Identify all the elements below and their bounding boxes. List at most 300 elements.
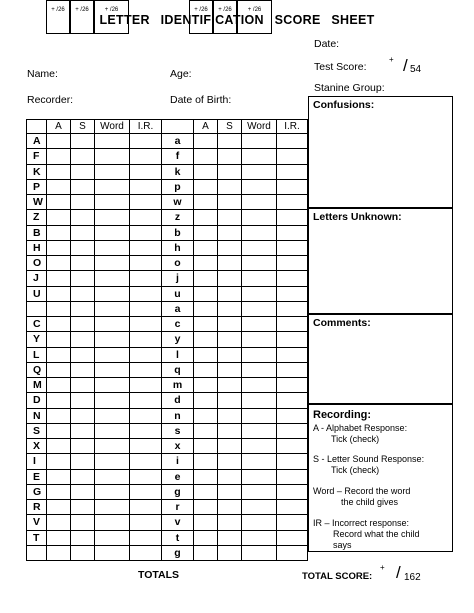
column-header: I.R. — [130, 120, 162, 134]
response-cell[interactable] — [242, 240, 277, 255]
response-cell[interactable] — [47, 317, 71, 332]
response-cell[interactable] — [71, 515, 95, 530]
response-cell[interactable] — [95, 179, 130, 194]
response-cell[interactable] — [194, 454, 218, 469]
recording-line-s: S - Letter Sound Response: — [313, 454, 425, 464]
recording-line-word: Word – Record the word — [313, 486, 411, 496]
column-header: A — [194, 120, 218, 134]
response-cell[interactable] — [277, 332, 308, 347]
response-cell[interactable] — [218, 301, 242, 316]
lowercase-letter: t — [162, 530, 194, 545]
response-cell[interactable] — [242, 256, 277, 271]
response-cell[interactable] — [218, 240, 242, 255]
response-cell[interactable] — [242, 317, 277, 332]
response-cell[interactable] — [95, 545, 130, 560]
total-cell-s-lower[interactable]: + /26 — [213, 0, 237, 34]
response-cell[interactable] — [130, 134, 162, 149]
response-cell[interactable] — [130, 271, 162, 286]
response-cell[interactable] — [218, 484, 242, 499]
lowercase-letter: m — [162, 378, 194, 393]
response-cell[interactable] — [130, 301, 162, 316]
response-cell[interactable] — [218, 530, 242, 545]
uppercase-letter: Z — [27, 210, 47, 225]
response-cell[interactable] — [71, 454, 95, 469]
response-cell[interactable] — [194, 149, 218, 164]
uppercase-letter: W — [27, 195, 47, 210]
response-cell[interactable] — [242, 134, 277, 149]
response-cell[interactable] — [218, 271, 242, 286]
response-cell[interactable] — [71, 317, 95, 332]
response-cell[interactable] — [218, 210, 242, 225]
total-score-plus: + — [380, 563, 385, 572]
response-cell[interactable] — [130, 347, 162, 362]
response-cell[interactable] — [47, 500, 71, 515]
response-cell[interactable] — [194, 484, 218, 499]
response-cell[interactable] — [95, 256, 130, 271]
response-cell[interactable] — [130, 454, 162, 469]
table-row — [27, 423, 308, 438]
response-cell[interactable] — [277, 484, 308, 499]
lowercase-letter: h — [162, 240, 194, 255]
response-cell[interactable] — [218, 347, 242, 362]
table-row — [27, 301, 308, 316]
response-cell[interactable] — [277, 240, 308, 255]
response-cell[interactable] — [242, 515, 277, 530]
table-row — [27, 545, 308, 560]
response-cell[interactable] — [242, 164, 277, 179]
lowercase-letter: p — [162, 179, 194, 194]
table-row — [27, 408, 308, 423]
total-cell-s-upper[interactable]: + /26 — [70, 0, 94, 34]
response-cell[interactable] — [277, 301, 308, 316]
recording-line-word-note: the child gives — [341, 497, 399, 507]
response-cell[interactable] — [277, 210, 308, 225]
response-cell[interactable] — [130, 484, 162, 499]
response-cell[interactable] — [242, 225, 277, 240]
response-cell[interactable] — [130, 210, 162, 225]
response-cell[interactable] — [71, 225, 95, 240]
uppercase-letter: Q — [27, 362, 47, 377]
response-cell[interactable] — [277, 256, 308, 271]
response-cell[interactable] — [47, 210, 71, 225]
column-header: Word — [242, 120, 277, 134]
response-cell[interactable] — [277, 347, 308, 362]
response-cell[interactable] — [242, 423, 277, 438]
response-cell[interactable] — [47, 454, 71, 469]
response-cell[interactable] — [95, 347, 130, 362]
response-cell[interactable] — [71, 484, 95, 499]
response-cell[interactable] — [130, 332, 162, 347]
response-cell[interactable] — [194, 347, 218, 362]
response-cell[interactable] — [47, 271, 71, 286]
response-cell[interactable] — [242, 469, 277, 484]
recorder-label: Recorder: — [27, 94, 74, 106]
response-cell[interactable] — [277, 408, 308, 423]
response-cell[interactable] — [47, 347, 71, 362]
response-cell[interactable] — [218, 332, 242, 347]
response-cell[interactable] — [242, 195, 277, 210]
response-cell[interactable] — [277, 530, 308, 545]
table-row — [27, 454, 308, 469]
response-cell[interactable] — [95, 332, 130, 347]
comments-box[interactable] — [308, 314, 453, 404]
response-cell[interactable] — [218, 454, 242, 469]
uppercase-letter: I — [27, 454, 47, 469]
response-cell[interactable] — [194, 134, 218, 149]
response-cell[interactable] — [242, 454, 277, 469]
response-cell[interactable] — [130, 423, 162, 438]
response-cell[interactable] — [218, 362, 242, 377]
column-header: Word — [95, 120, 130, 134]
response-cell[interactable] — [47, 530, 71, 545]
response-cell[interactable] — [277, 179, 308, 194]
response-cell[interactable] — [218, 408, 242, 423]
response-cell[interactable] — [242, 271, 277, 286]
response-cell[interactable] — [277, 393, 308, 408]
response-cell[interactable] — [130, 469, 162, 484]
uppercase-letter: M — [27, 378, 47, 393]
grid-header-row — [27, 120, 308, 134]
response-cell[interactable] — [130, 378, 162, 393]
response-cell[interactable] — [130, 408, 162, 423]
response-cell[interactable] — [71, 164, 95, 179]
uppercase-letter: B — [27, 225, 47, 240]
response-cell[interactable] — [47, 408, 71, 423]
response-cell[interactable] — [218, 393, 242, 408]
response-cell[interactable] — [47, 545, 71, 560]
response-cell[interactable] — [130, 240, 162, 255]
response-cell[interactable] — [95, 423, 130, 438]
response-cell[interactable] — [277, 500, 308, 515]
response-cell[interactable] — [130, 149, 162, 164]
response-cell[interactable] — [194, 439, 218, 454]
test-score-plus: + — [389, 55, 394, 64]
response-cell[interactable] — [218, 134, 242, 149]
response-cell[interactable] — [71, 286, 95, 301]
response-cell[interactable] — [95, 439, 130, 454]
lowercase-letter: n — [162, 408, 194, 423]
response-cell[interactable] — [242, 439, 277, 454]
response-cell[interactable] — [242, 393, 277, 408]
response-cell[interactable] — [218, 286, 242, 301]
response-cell[interactable] — [95, 134, 130, 149]
response-cell[interactable] — [95, 378, 130, 393]
response-cell[interactable] — [194, 362, 218, 377]
response-cell[interactable] — [47, 179, 71, 194]
response-cell[interactable] — [71, 545, 95, 560]
response-cell[interactable] — [218, 179, 242, 194]
response-cell[interactable] — [71, 134, 95, 149]
response-cell[interactable] — [277, 317, 308, 332]
total-cell-word-upper[interactable]: + /26 — [94, 0, 129, 34]
response-cell[interactable] — [194, 515, 218, 530]
response-cell[interactable] — [218, 225, 242, 240]
recording-line-ir-note-2: says — [333, 540, 352, 550]
response-cell[interactable] — [242, 378, 277, 393]
response-cell[interactable] — [95, 149, 130, 164]
response-cell[interactable] — [47, 423, 71, 438]
response-cell[interactable] — [71, 500, 95, 515]
response-cell[interactable] — [95, 393, 130, 408]
response-cell[interactable] — [218, 515, 242, 530]
lowercase-letter: u — [162, 286, 194, 301]
uppercase-letter: U — [27, 286, 47, 301]
response-cell[interactable] — [47, 469, 71, 484]
response-cell[interactable] — [194, 500, 218, 515]
response-cell[interactable] — [194, 423, 218, 438]
response-cell[interactable] — [218, 500, 242, 515]
response-cell[interactable] — [47, 515, 71, 530]
response-cell[interactable] — [242, 500, 277, 515]
response-cell[interactable] — [47, 256, 71, 271]
lowercase-letter: g — [162, 484, 194, 499]
lowercase-letter: c — [162, 317, 194, 332]
response-cell[interactable] — [71, 362, 95, 377]
response-cell[interactable] — [277, 423, 308, 438]
response-cell[interactable] — [218, 545, 242, 560]
response-cell[interactable] — [71, 332, 95, 347]
response-cell[interactable] — [47, 378, 71, 393]
response-cell[interactable] — [194, 393, 218, 408]
total-cell-a-upper[interactable]: + /26 — [46, 0, 70, 34]
response-cell[interactable] — [47, 332, 71, 347]
response-cell[interactable] — [194, 240, 218, 255]
response-cell[interactable] — [95, 469, 130, 484]
response-cell[interactable] — [194, 271, 218, 286]
response-cell[interactable] — [47, 240, 71, 255]
recording-line-ir: IR – Incorrect response: — [313, 518, 410, 528]
response-cell[interactable] — [47, 301, 71, 316]
response-cell[interactable] — [47, 484, 71, 499]
response-cell[interactable] — [130, 362, 162, 377]
table-row — [27, 317, 308, 332]
uppercase-letter — [27, 301, 47, 316]
response-cell[interactable] — [95, 164, 130, 179]
column-header: A — [47, 120, 71, 134]
letters-unknown-label: Letters Unknown: — [313, 211, 402, 223]
response-cell[interactable] — [194, 332, 218, 347]
response-cell[interactable] — [218, 423, 242, 438]
total-score-label: TOTAL SCORE: — [302, 571, 373, 582]
lowercase-letter: x — [162, 439, 194, 454]
response-cell[interactable] — [194, 256, 218, 271]
response-cell[interactable] — [242, 408, 277, 423]
response-cell[interactable] — [242, 347, 277, 362]
response-cell[interactable] — [130, 530, 162, 545]
response-cell[interactable] — [194, 530, 218, 545]
response-cell[interactable] — [277, 195, 308, 210]
table-row — [27, 347, 308, 362]
response-cell[interactable] — [47, 225, 71, 240]
response-cell[interactable] — [194, 301, 218, 316]
response-cell[interactable] — [130, 179, 162, 194]
response-cell[interactable] — [130, 195, 162, 210]
response-cell[interactable] — [95, 240, 130, 255]
lowercase-letter: e — [162, 469, 194, 484]
response-cell[interactable] — [95, 195, 130, 210]
confusions-box[interactable] — [308, 96, 453, 208]
response-cell[interactable] — [194, 317, 218, 332]
table-row — [27, 439, 308, 454]
response-cell[interactable] — [71, 347, 95, 362]
response-cell[interactable] — [47, 393, 71, 408]
response-cell[interactable] — [194, 195, 218, 210]
table-row — [27, 240, 308, 255]
response-cell[interactable] — [71, 301, 95, 316]
response-cell[interactable] — [130, 225, 162, 240]
response-cell[interactable] — [47, 149, 71, 164]
response-cell[interactable] — [130, 317, 162, 332]
uppercase-letter: N — [27, 408, 47, 423]
response-cell[interactable] — [71, 256, 95, 271]
response-cell[interactable] — [47, 134, 71, 149]
response-cell[interactable] — [194, 286, 218, 301]
lowercase-letter: s — [162, 423, 194, 438]
response-cell[interactable] — [194, 225, 218, 240]
response-cell[interactable] — [218, 469, 242, 484]
response-cell[interactable] — [47, 164, 71, 179]
response-cell[interactable] — [242, 530, 277, 545]
response-cell[interactable] — [71, 530, 95, 545]
response-cell[interactable] — [71, 408, 95, 423]
response-cell[interactable] — [218, 317, 242, 332]
response-cell[interactable] — [95, 454, 130, 469]
response-cell[interactable] — [242, 332, 277, 347]
uppercase-letter: C — [27, 317, 47, 332]
recording-line-ir-note: Record what the child — [333, 529, 420, 539]
response-cell[interactable] — [277, 439, 308, 454]
response-cell[interactable] — [95, 286, 130, 301]
uppercase-letter: A — [27, 134, 47, 149]
response-cell[interactable] — [242, 179, 277, 194]
response-cell[interactable] — [130, 164, 162, 179]
table-row — [27, 164, 308, 179]
lowercase-letter: b — [162, 225, 194, 240]
response-cell[interactable] — [47, 195, 71, 210]
response-cell[interactable] — [47, 362, 71, 377]
response-cell[interactable] — [130, 545, 162, 560]
response-cell[interactable] — [194, 408, 218, 423]
lowercase-letter: w — [162, 195, 194, 210]
total-cell-word-lower[interactable]: + /26 — [237, 0, 272, 34]
response-cell[interactable] — [71, 240, 95, 255]
response-cell[interactable] — [277, 271, 308, 286]
response-cell[interactable] — [218, 164, 242, 179]
response-cell[interactable] — [277, 362, 308, 377]
response-cell[interactable] — [130, 439, 162, 454]
response-cell[interactable] — [277, 454, 308, 469]
response-cell[interactable] — [242, 301, 277, 316]
response-cell[interactable] — [95, 515, 130, 530]
response-cell[interactable] — [277, 134, 308, 149]
response-cell[interactable] — [277, 378, 308, 393]
response-cell[interactable] — [95, 317, 130, 332]
response-cell[interactable] — [242, 210, 277, 225]
column-header: I.R. — [277, 120, 308, 134]
response-cell[interactable] — [194, 164, 218, 179]
response-cell[interactable] — [218, 378, 242, 393]
response-cell[interactable] — [71, 271, 95, 286]
letters-unknown-box[interactable] — [308, 208, 453, 314]
response-cell[interactable] — [71, 423, 95, 438]
response-cell[interactable] — [277, 545, 308, 560]
lowercase-letter: f — [162, 149, 194, 164]
response-cell[interactable] — [277, 225, 308, 240]
response-cell[interactable] — [194, 210, 218, 225]
table-row — [27, 210, 308, 225]
table-row — [27, 469, 308, 484]
total-cell-a-lower[interactable]: + /26 — [189, 0, 213, 34]
response-cell[interactable] — [194, 179, 218, 194]
table-row — [27, 195, 308, 210]
response-cell[interactable] — [194, 378, 218, 393]
response-cell[interactable] — [277, 515, 308, 530]
response-cell[interactable] — [242, 362, 277, 377]
total-score-slash: / — [396, 563, 401, 582]
response-cell[interactable] — [277, 164, 308, 179]
response-cell[interactable] — [130, 515, 162, 530]
table-row — [27, 393, 308, 408]
response-cell[interactable] — [95, 408, 130, 423]
response-cell[interactable] — [130, 393, 162, 408]
recording-line-a: A - Alphabet Response: — [313, 423, 408, 433]
response-cell[interactable] — [71, 149, 95, 164]
response-cell[interactable] — [71, 378, 95, 393]
response-cell[interactable] — [95, 271, 130, 286]
response-cell[interactable] — [218, 256, 242, 271]
response-cell[interactable] — [218, 439, 242, 454]
response-cell[interactable] — [71, 393, 95, 408]
response-cell[interactable] — [95, 530, 130, 545]
response-cell[interactable] — [130, 500, 162, 515]
response-cell[interactable] — [194, 469, 218, 484]
lowercase-letter: j — [162, 271, 194, 286]
response-cell[interactable] — [194, 545, 218, 560]
response-cell[interactable] — [277, 149, 308, 164]
response-cell[interactable] — [218, 149, 242, 164]
response-cell[interactable] — [71, 210, 95, 225]
response-cell[interactable] — [71, 195, 95, 210]
recording-line-a-note: Tick (check) — [331, 434, 380, 444]
response-cell[interactable] — [218, 195, 242, 210]
response-cell[interactable] — [95, 301, 130, 316]
response-cell[interactable] — [95, 225, 130, 240]
response-cell[interactable] — [95, 484, 130, 499]
response-cell[interactable] — [95, 362, 130, 377]
response-cell[interactable] — [71, 439, 95, 454]
response-cell[interactable] — [277, 469, 308, 484]
table-row — [27, 134, 308, 149]
response-cell[interactable] — [130, 256, 162, 271]
lowercase-letter: d — [162, 393, 194, 408]
response-cell[interactable] — [242, 545, 277, 560]
response-cell[interactable] — [71, 179, 95, 194]
uppercase-letter — [27, 545, 47, 560]
response-cell[interactable] — [242, 286, 277, 301]
uppercase-letter: P — [27, 179, 47, 194]
response-cell[interactable] — [95, 500, 130, 515]
response-cell[interactable] — [242, 484, 277, 499]
response-cell[interactable] — [277, 286, 308, 301]
response-cell[interactable] — [47, 439, 71, 454]
response-cell[interactable] — [242, 149, 277, 164]
response-cell[interactable] — [47, 286, 71, 301]
response-cell[interactable] — [95, 210, 130, 225]
response-cell[interactable] — [130, 286, 162, 301]
recording-label: Recording: — [313, 409, 372, 421]
table-row — [27, 286, 308, 301]
response-cell[interactable] — [71, 469, 95, 484]
